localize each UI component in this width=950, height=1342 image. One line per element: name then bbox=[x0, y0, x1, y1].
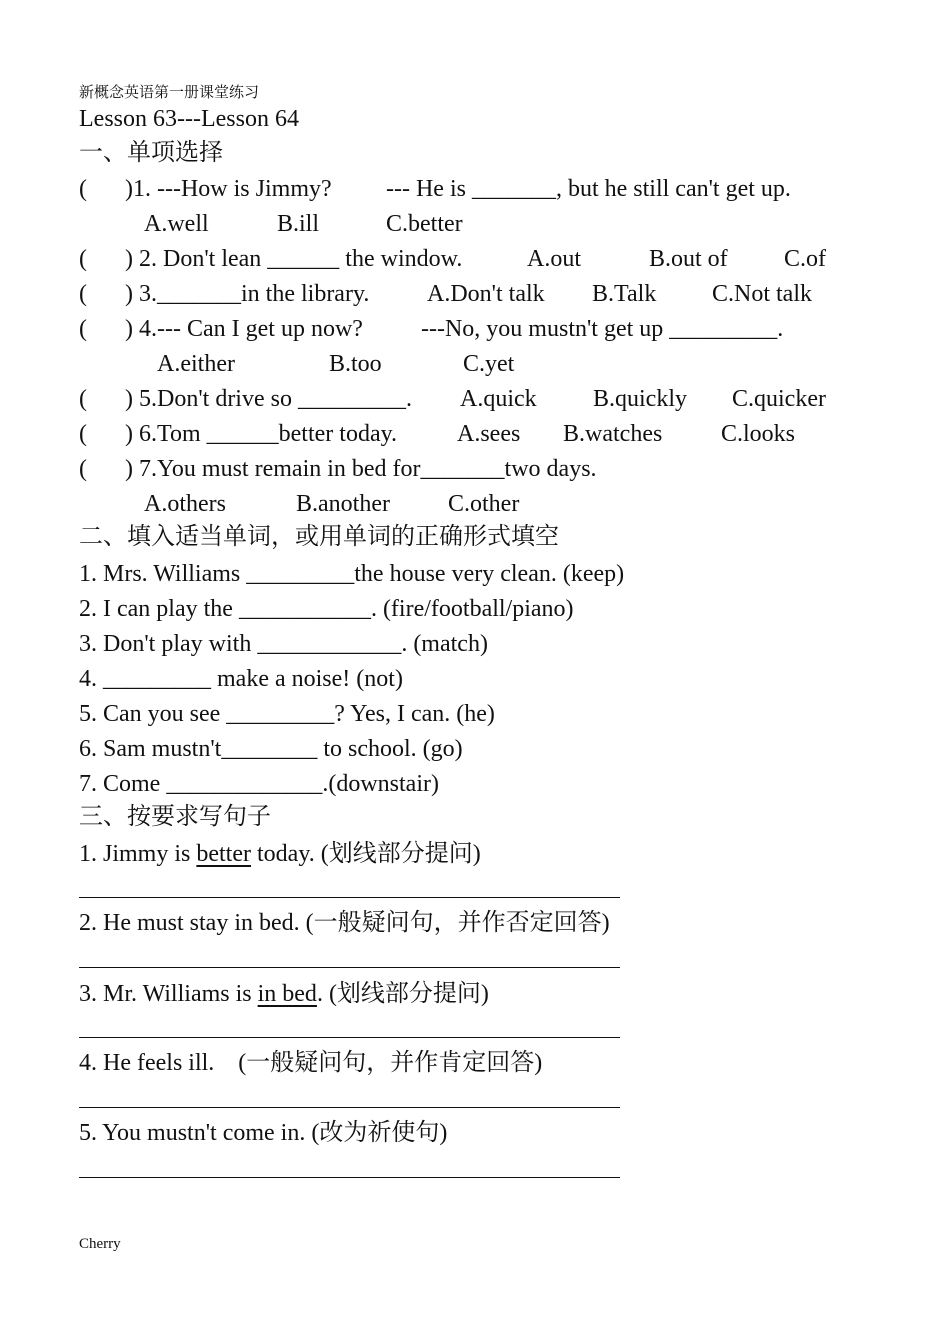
fill-item-2: 2. I can play the ___________. (fire/football/piano) bbox=[79, 596, 574, 622]
q1-bracket: ( bbox=[79, 176, 87, 202]
q6-option-c: C.looks bbox=[721, 421, 796, 447]
q1-text: )1. ---How is Jimmy? bbox=[125, 176, 332, 202]
q5-text: ) 5.Don't drive so _________. bbox=[125, 386, 412, 412]
q6-bracket: ( bbox=[79, 421, 87, 447]
q2-text: ) 2. Don't lean ______ the window. bbox=[125, 246, 463, 272]
footer-text: Cherry bbox=[79, 1236, 121, 1252]
answer-line-2 bbox=[79, 967, 620, 968]
q7-text: ) 7.You must remain in bed for_______two days. bbox=[125, 456, 597, 482]
q6-text: ) 6.Tom ______better today. bbox=[125, 421, 398, 447]
q3-text: ) 3._______in the library. bbox=[125, 281, 370, 307]
fill-item-5: 5. Can you see _________? Yes, I can. (he) bbox=[79, 701, 495, 727]
q5-bracket: ( bbox=[79, 386, 87, 412]
q4-option-b: B.too bbox=[329, 351, 382, 377]
answer-line-5 bbox=[79, 1177, 620, 1178]
q1-text2: --- He is _______, but he still can't get up. bbox=[386, 176, 791, 202]
answer-line-3 bbox=[79, 1037, 620, 1038]
q5-option-b: B.quickly bbox=[593, 386, 687, 412]
fill-item-6: 6. Sam mustn't________ to school. (go) bbox=[79, 736, 463, 762]
doc-title: 新概念英语第一册课堂练习 bbox=[79, 85, 260, 101]
q4-bracket: ( bbox=[79, 316, 87, 342]
q4-text: ) 4.--- Can I get up now? bbox=[125, 316, 363, 342]
q6-option-b: B.watches bbox=[563, 421, 663, 447]
rewrite-item-3 bbox=[79, 982, 489, 1006]
q4-text2: ---No, you mustn't get up _________. bbox=[421, 316, 784, 342]
section2-heading: 二、填入适当单词，或用单词的正确形式填空 bbox=[79, 524, 559, 550]
q7-option-c: C.other bbox=[448, 491, 520, 517]
fill-item-4: 4. _________ make a noise! (not) bbox=[79, 666, 403, 692]
q5-option-a: A.quick bbox=[460, 386, 537, 412]
rewrite-1-pre: 1. Jimmy is bbox=[79, 841, 197, 867]
q1-option-a: A.well bbox=[144, 211, 209, 237]
q2-option-c: C.of bbox=[784, 246, 826, 272]
rewrite-item-1 bbox=[79, 842, 481, 866]
fill-item-3: 3. Don't play with ____________. (match) bbox=[79, 631, 488, 657]
fill-item-7: 7. Come _____________.(downstair) bbox=[79, 771, 439, 797]
section1-heading: 一、单项选择 bbox=[79, 140, 223, 166]
rewrite-3-pre: 3. Mr. Williams is bbox=[79, 981, 258, 1007]
lesson-title: Lesson 63---Lesson 64 bbox=[79, 106, 299, 132]
rewrite-3-underlined: in bed bbox=[257, 981, 317, 1007]
q7-option-a: A.others bbox=[144, 491, 226, 517]
q4-option-c: C.yet bbox=[463, 351, 515, 377]
q7-bracket: ( bbox=[79, 456, 87, 482]
section3-heading: 三、按要求写句子 bbox=[79, 804, 271, 830]
q6-option-a: A.sees bbox=[457, 421, 521, 447]
q4-option-a: A.either bbox=[157, 351, 235, 377]
rewrite-1-post: today. (划线部分提问) bbox=[251, 841, 481, 867]
q2-option-a: A.out bbox=[527, 246, 581, 272]
q3-option-c: C.Not talk bbox=[712, 281, 812, 307]
q1-option-b: B.ill bbox=[277, 211, 320, 237]
q5-option-c: C.quicker bbox=[732, 386, 826, 412]
q2-option-b: B.out of bbox=[649, 246, 728, 272]
rewrite-3-post: . (划线部分提问) bbox=[316, 981, 489, 1007]
q2-bracket: ( bbox=[79, 246, 87, 272]
answer-line-4 bbox=[79, 1107, 620, 1108]
rewrite-item-2: 2. He must stay in bed. (一般疑问句，并作否定回答) bbox=[79, 910, 610, 936]
rewrite-item-4: 4. He feels ill. (一般疑问句，并作肯定回答) bbox=[79, 1050, 543, 1076]
q1-option-c: C.better bbox=[386, 211, 463, 237]
rewrite-item-5: 5. You mustn't come in. (改为祈使句) bbox=[79, 1120, 448, 1146]
q3-option-a: A.Don't talk bbox=[427, 281, 545, 307]
q3-bracket: ( bbox=[79, 281, 87, 307]
rewrite-1-underlined: better bbox=[196, 841, 251, 867]
fill-item-1: 1. Mrs. Williams _________the house very clean. (keep) bbox=[79, 561, 625, 587]
q3-option-b: B.Talk bbox=[592, 281, 657, 307]
q7-option-b: B.another bbox=[296, 491, 390, 517]
answer-line-1 bbox=[79, 897, 620, 898]
